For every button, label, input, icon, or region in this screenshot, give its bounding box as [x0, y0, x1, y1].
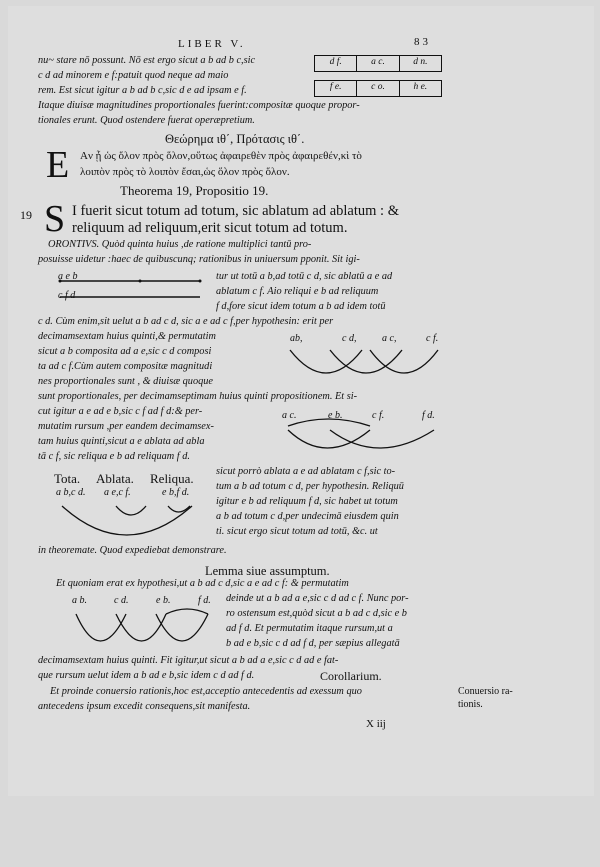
- text-line: tionales erunt. Quod ostendere fuerat operæpretium.: [38, 115, 255, 126]
- text-line: decimamsextam huius quinti. Fit igitur,ut sicut a b ad a e,sic c d ad e fat-: [38, 655, 339, 666]
- figure-label: c f.: [426, 333, 439, 344]
- lemma-heading: Lemma siue assumptum.: [205, 564, 330, 578]
- margin-note: tionis.: [458, 699, 483, 710]
- text-line: cut igitur a e ad e b,sic c f ad f d:& per-: [38, 406, 203, 417]
- figure-label: e b,f d.: [162, 487, 190, 498]
- ratio-table-row2: [314, 80, 442, 97]
- figure-label: a c.: [282, 410, 297, 421]
- table-cell: f e.: [315, 81, 357, 96]
- greek-line: Aν ᾖ ὡς ὅλον πρὸς ὅλον,οὕτως ἀφαιρεθὲν πρὸς ἀφαιρεθέν,κὶ τὸ: [80, 150, 362, 162]
- text-line: antecedens ipsum excedit consequens,sit manifesta.: [38, 701, 251, 712]
- table-cell: h e.: [413, 82, 428, 92]
- text-line: ro ostensum est,quòd sicut a b ad c d,sic e b: [226, 608, 407, 619]
- figure-label: a b,c d.: [56, 487, 86, 498]
- arc-figure-1: [286, 346, 446, 382]
- text-line: decimamsextam huius quinti,& permutatim: [38, 331, 216, 342]
- arc-figure-tota: [56, 500, 216, 546]
- text-line: tur ut totū a b,ad totū c d, sic ablatū a e ad: [216, 271, 393, 282]
- text-line: Itaque diuisæ magnitudines proportionales fuerint:compositæ quoque propor-: [38, 100, 360, 111]
- drop-cap-greek: E: [46, 144, 70, 186]
- figure-label: c f.: [372, 410, 385, 421]
- text-line: ta ad c f.Cùm autem compositæ magnitudi: [38, 361, 213, 372]
- theorem-heading: Theorema 19, Propositio 19.: [120, 183, 269, 198]
- text-line: mutatim rursum ,per eandem decimamsex-: [38, 421, 214, 432]
- line-labels-bottom: c f d: [58, 290, 76, 301]
- figure-label: f d.: [198, 595, 211, 606]
- line-labels-top: a e b: [58, 271, 78, 282]
- ratio-table-row1: [314, 55, 442, 72]
- text-line: tum a b ad totum c d, per hypothesin. Reliquū: [216, 481, 404, 492]
- theorem-text: reliquum ad reliquum,erit sicut totum ad totum.: [72, 220, 348, 236]
- margin-note: Conuersio ra-: [458, 686, 513, 697]
- margin-number: 19: [20, 208, 32, 222]
- text-line: ORONTIVS. Quòd quinta huius ,de ratione multiplici tantū pro-: [48, 239, 312, 250]
- table-cell: c o.: [357, 81, 399, 96]
- table-cell: d n.: [413, 57, 428, 67]
- figure-label: c d.: [114, 595, 129, 606]
- text-line: tam huius quinti,sicut a e ablata ad abla: [38, 436, 205, 447]
- text-line: ad f d. Et permutatim itaque rursum,ut a: [226, 623, 393, 634]
- text-line: c d. Cùm enim,sit uelut a b ad c d, sic a e ad c f,per hypothesin: erit per: [38, 316, 334, 327]
- signature-mark: X iij: [366, 718, 386, 730]
- text-line: f d,fore sicut idem totum a b ad idem totū: [216, 301, 386, 312]
- text-line: Et quoniam erat ex hypothesi,ut a b ad c d,sic a e ad c f: & permutatim: [56, 578, 349, 589]
- text-line: posuisse uidetur :haec de quibuscunq; rationibus in uniuersum pponit. Sit igi-: [38, 254, 360, 265]
- text-line: b ad e b,sic c d ad f d, per sæpius allegatā: [226, 638, 400, 649]
- figure-label: e b.: [328, 410, 343, 421]
- table-cell: d f.: [315, 56, 357, 71]
- greek-line: λοιπὸν πρὸς τὸ λοιπὸν ἔσαι,ὡς ὅλον πρὸς ὅλον.: [80, 166, 290, 178]
- figure-label: a b.: [72, 595, 87, 606]
- figure-heading: Ablata.: [96, 471, 134, 486]
- text-line: sicut a b composita ad a e,sic c d composi: [38, 346, 212, 357]
- text-line: deinde ut a b ad a e,sic c d ad c f. Nunc por-: [226, 593, 409, 604]
- figure-label: ab,: [290, 333, 303, 344]
- figure-heading: Reliqua.: [150, 471, 194, 486]
- running-title: LIBER V.: [178, 38, 246, 50]
- text-line: tā c f, sic reliqua e b ad reliquam f d.: [38, 451, 190, 462]
- text-line: ablatum c f. Aio reliqui e b ad reliquum: [216, 286, 379, 297]
- figure-label: a e,c f.: [104, 487, 131, 498]
- corollary-heading: Corollarium.: [320, 669, 382, 683]
- figure-label: e b.: [156, 595, 171, 606]
- figure-label: c d,: [342, 333, 357, 344]
- theorem-text: I fuerit sicut totum ad totum, sic ablatum ad ablatum : &: [72, 203, 399, 219]
- figure-heading: Tota.: [54, 471, 81, 486]
- text-line: rem. Est sicut igitur a b ad b c,sic d e ad ipsam e f.: [38, 85, 247, 96]
- text-line: igitur e b ad reliquum f d, sic habet ut totum: [216, 496, 398, 507]
- figure-label: a c,: [382, 333, 397, 344]
- text-line: que rursum uelut idem a b ad e b,sic idem c d ad f d.: [38, 670, 255, 681]
- text-line: sicut porrò ablata a e ad ablatam c f,sic to-: [216, 466, 396, 477]
- greek-heading: Θεώρημα ιθ΄, Πρότασις ιθ΄.: [165, 132, 305, 146]
- text-line: Et proinde conuersio rationis,hoc est,acceptio antecedentis ad exessum quo: [50, 686, 362, 697]
- text-line: sunt proportionales, per decimamseptimam huius quinti propositionem. Et si-: [38, 391, 358, 402]
- text-line: nu~ stare nō possunt. Nō est ergo sicut a b ad b c,sic: [38, 55, 256, 66]
- text-line: a b ad totum c d,per undecimā eiusdem quin: [216, 511, 399, 522]
- table-cell: a c.: [357, 56, 399, 71]
- text-line: c d ad minorem e f:patuit quod neque ad maio: [38, 70, 229, 81]
- text-line: ti. sicut ergo sicut totum ad totū, &c. ut: [216, 526, 378, 537]
- text-line: in theoremate. Quod expediebat demonstrare.: [38, 545, 227, 556]
- page-number: 83: [414, 36, 431, 48]
- text-line: nes proportionales sunt , & diuisæ quoque: [38, 376, 213, 387]
- arc-figure-lemma: [70, 608, 220, 654]
- arc-figure-2: [284, 418, 444, 458]
- drop-cap: S: [44, 198, 66, 240]
- figure-label: f d.: [422, 410, 435, 421]
